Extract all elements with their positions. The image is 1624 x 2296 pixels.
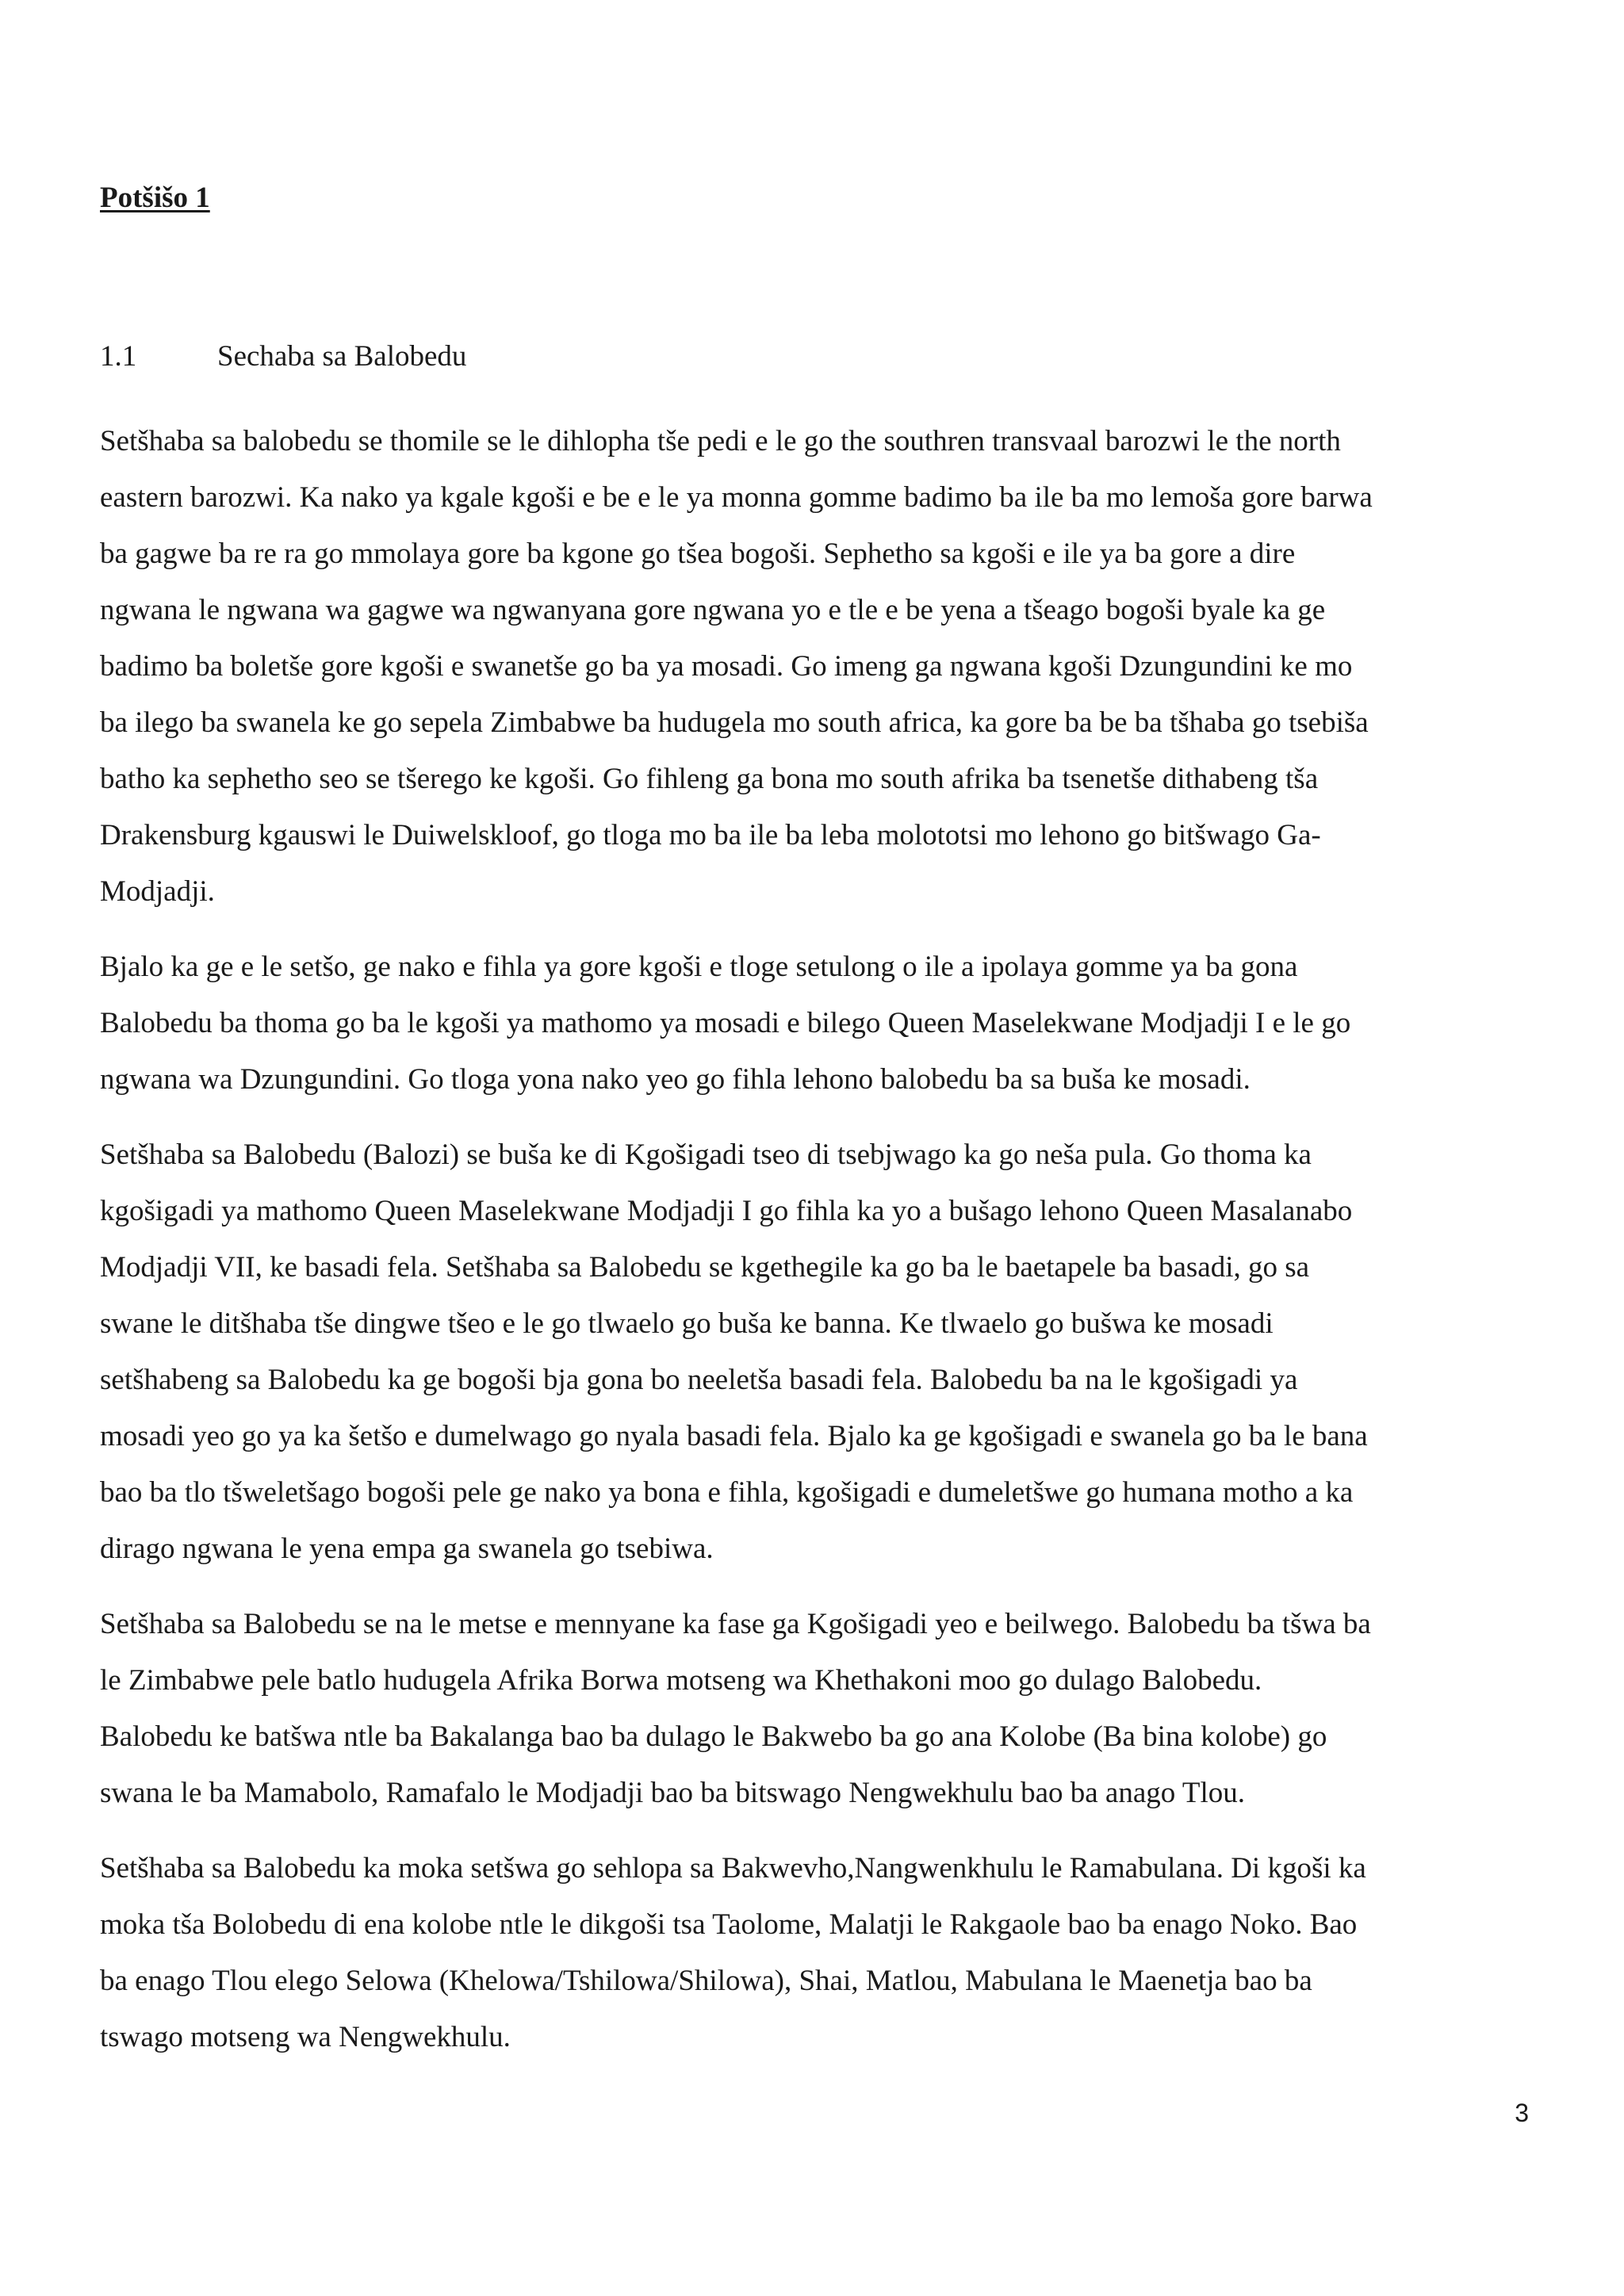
text-line: ngwana wa Dzungundini. Go tloga yona nako yeo go fihla lehono balobedu ba sa buša ke mosadi. xyxy=(100,1063,1251,1096)
text-line: dirago ngwana le yena empa ga swanela go tsebiwa. xyxy=(100,1533,714,1565)
text-line: setšhabeng sa Balobedu ka ge bogoši bja gona bo neeletša basadi fela. Balobedu ba na le kgošigadi ya xyxy=(100,1364,1298,1396)
text-line: Drakensburg kgauswi le Duiwelskloof, go tloga mo ba ile ba leba molototsi mo lehono go bitšwago Ga- xyxy=(100,819,1321,851)
text-line: badimo ba boletše gore kgoši e swanetše go ba ya mosadi. Go imeng ga ngwana kgoši Dzungundini ke mo xyxy=(100,650,1353,683)
page-number: 3 xyxy=(1515,2099,1529,2127)
text-line: moka tša Bolobedu di ena kolobe ntle le dikgoši tsa Taolome, Malatji le Rakgaole bao ba enago Noko. Bao xyxy=(100,1908,1358,1941)
paragraph xyxy=(100,413,1535,920)
text-line: ngwana le ngwana wa gagwe wa ngwanyana gore ngwana yo e tle e be yena a tšeago bogoši byale ka ge xyxy=(100,594,1326,626)
section-heading xyxy=(100,339,466,373)
page-heading: Potšišo 1 xyxy=(100,182,210,214)
text-line: mosadi yeo go ya ka šetšo e dumelwago go nyala basadi fela. Bjalo ka ge kgošigadi e swanela go ba le bana xyxy=(100,1420,1368,1452)
text-line: Setšhaba sa Balobedu se na le metse e mennyane ka fase ga Kgošigadi yeo e beilwego. Balobedu ba tšwa ba xyxy=(100,1608,1371,1640)
document-body xyxy=(100,413,1535,2084)
paragraph xyxy=(100,1127,1535,1577)
text-line: Balobedu ba thoma go ba le kgoši ya mathomo ya mosadi e bilego Queen Maselekwane Modjadji I e le go xyxy=(100,1007,1351,1039)
paragraph xyxy=(100,1840,1535,2065)
text-line: ba gagwe ba re ra go mmolaya gore ba kgone go tšea bogoši. Sephetho sa kgoši e ile ya ba gore a dire xyxy=(100,538,1296,570)
section-title: Sechaba sa Balobedu xyxy=(217,340,467,373)
text-line: Setšhaba sa Balobedu (Balozi) se buša ke di Kgošigadi tseo di tsebjwago ka go neša pula. Go thoma ka xyxy=(100,1138,1312,1171)
text-line: le Zimbabwe pele batlo hudugela Afrika Borwa motseng wa Khethakoni moo go dulago Balobedu. xyxy=(100,1664,1262,1697)
text-line: Modjadji VII, ke basadi fela. Setšhaba sa Balobedu se kgethegile ka go ba le baetapele ba basadi, go sa xyxy=(100,1251,1310,1284)
text-line: eastern barozwi. Ka nako ya kgale kgoši e be e le ya monna gomme badimo ba ile ba mo lemoša gore barwa xyxy=(100,481,1373,514)
text-line: Modjadji. xyxy=(100,875,215,908)
paragraph xyxy=(100,939,1535,1108)
text-line: kgošigadi ya mathomo Queen Maselekwane Modjadji I go fihla ka yo a bušago lehono Queen Masalanabo xyxy=(100,1195,1353,1227)
text-line: ba enago Tlou elego Selowa (Khelowa/Tshilowa/Shilowa), Shai, Matlou, Mabulana le Maenetja bao ba xyxy=(100,1965,1312,1997)
text-line: bao ba tlo tšweletšago bogoši pele ge nako ya bona e fihla, kgošigadi e dumeletšwe go humana motho a ka xyxy=(100,1476,1354,1509)
text-line: swana le ba Mamabolo, Ramafalo le Modjadji bao ba bitswago Nengwekhulu bao ba anago Tlou. xyxy=(100,1777,1245,1809)
paragraph xyxy=(100,1596,1535,1821)
text-line: Balobedu ke batšwa ntle ba Bakalanga bao ba dulago le Bakwebo ba go ana Kolobe (Ba bina kolobe) go xyxy=(100,1720,1327,1753)
section-number: 1.1 xyxy=(100,340,137,373)
text-line: Bjalo ka ge e le setšo, ge nako e fihla ya gore kgoši e tloge setulong o ile a ipolaya gomme ya ba gona xyxy=(100,951,1298,983)
text-line: Setšhaba sa balobedu se thomile se le dihlopha tše pedi e le go the southren transvaal barozwi le the north xyxy=(100,425,1341,457)
text-line: batho ka sephetho seo se tšerego ke kgoši. Go fihleng ga bona mo south afrika ba tsenetše dithabeng tša xyxy=(100,763,1319,795)
text-line: swane le ditšhaba tše dingwe tšeo e le go tlwaelo go buša ke banna. Ke tlwaelo go bušwa ke mosadi xyxy=(100,1307,1274,1340)
text-line: ba ilego ba swanela ke go sepela Zimbabwe ba hudugela mo south africa, ka gore ba be ba tšhaba go tsebiša xyxy=(100,706,1369,739)
text-line: tswago motseng wa Nengwekhulu. xyxy=(100,2021,511,2053)
text-line: Setšhaba sa Balobedu ka moka setšwa go sehlopa sa Bakwevho,Nangwenkhulu le Ramabulana. Di kgoši ka xyxy=(100,1852,1366,1885)
